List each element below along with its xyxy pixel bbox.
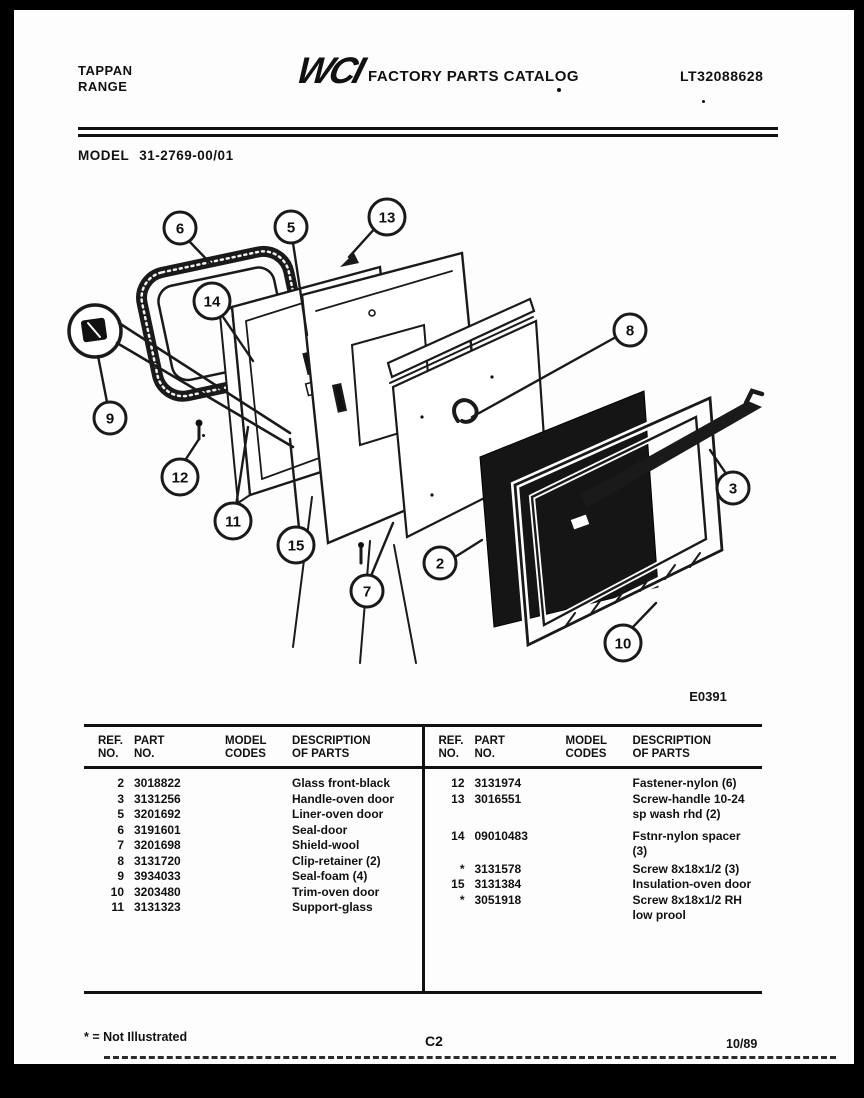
scan-speck	[557, 88, 561, 92]
col-part: PART	[474, 735, 505, 747]
col-desc: DESCRIPTION	[632, 735, 712, 747]
table-row: 9 3934033 Seal-foam (4)	[117, 869, 368, 883]
scan-edge-line	[104, 1056, 836, 1059]
svg-text:10: 10	[614, 635, 632, 653]
model-label: MODEL	[78, 148, 130, 163]
col-codes: MODEL	[565, 735, 608, 747]
not-illustrated-footnote: * = Not Illustrated	[84, 1030, 188, 1044]
page-number: C2	[425, 1033, 443, 1049]
table-body-left	[84, 769, 422, 916]
table-body-right	[425, 769, 763, 924]
col-codes: MODEL	[225, 735, 267, 747]
callout-13	[369, 199, 405, 235]
svg-text:9: 9	[105, 410, 115, 428]
parts-table-right	[425, 727, 763, 991]
col-part: PART	[134, 735, 165, 747]
table-row: 13 3016551 Screw-handle 10-24 sp wash rhd (2)	[451, 791, 745, 821]
scan-speck	[702, 100, 705, 103]
table-row: 8 3131720 Clip-retainer (2)	[117, 853, 381, 868]
svg-text:7: 7	[362, 583, 372, 601]
catalog-title: FACTORY PARTS CATALOG	[368, 68, 580, 85]
col-ref: REF.	[438, 735, 464, 747]
svg-text:12: 12	[171, 469, 189, 487]
table-row: 10 3203480 Trim-oven door	[110, 884, 380, 899]
table-row: 2 3018822 Glass front-black	[117, 776, 391, 790]
callout-6	[164, 212, 196, 244]
table-row: * 3131578 Screw 8x18x1/2 (3)	[459, 861, 740, 876]
svg-text:5: 5	[286, 219, 296, 237]
callout-14	[194, 283, 230, 319]
fastener-screw	[196, 420, 203, 440]
callout-12	[162, 459, 198, 495]
table-row: 12 3131974 Fastener-nylon (6)	[451, 776, 737, 790]
svg-text:13: 13	[378, 209, 396, 227]
page	[14, 10, 854, 1064]
header-rule	[78, 127, 778, 137]
callout-9	[94, 402, 126, 434]
table-header-right: REF. NO. PART NO. MODEL CODES DESCRIPTION OF PARTS	[425, 727, 763, 769]
callout-3	[717, 472, 749, 504]
table-row: * 3051918 Screw 8x18x1/2 RH low prool	[459, 892, 742, 922]
svg-text:14: 14	[203, 293, 221, 311]
parts-table	[84, 724, 762, 994]
diagram-code: E0391	[689, 689, 727, 704]
table-row: 11 3131323 Support-glass	[111, 900, 373, 914]
parts-table-left	[84, 727, 425, 991]
table-row: 6 3191601 Seal-door	[117, 822, 348, 837]
brand-name	[78, 63, 133, 95]
callout-7	[351, 575, 383, 607]
svg-text:6: 6	[175, 220, 185, 238]
svg-text:3: 3	[728, 480, 738, 498]
callout-5	[275, 211, 307, 243]
svg-text:8: 8	[625, 322, 635, 340]
callout-11	[215, 503, 251, 539]
table-row: 14 09010483 Fstnr-nylon spacer (3)	[451, 828, 741, 858]
table-row: 7 3201698 Shield-wool	[117, 838, 360, 852]
table-row: 3 3131256 Handle-oven door	[117, 791, 395, 806]
svg-text:11: 11	[225, 513, 241, 531]
model-number: 31-2769-00/01	[139, 148, 234, 163]
wci-logo: WCI	[292, 50, 367, 91]
table-header-left: REF. NO. PART NO. MODEL CODES DESCRIPTION OF PARTS	[84, 727, 422, 769]
callout-2	[424, 547, 456, 579]
col-ref: REF.	[98, 735, 123, 747]
callout-10	[605, 625, 641, 661]
table-row: 5 3201692 Liner-oven door	[117, 807, 384, 821]
brand-line2: RANGE	[78, 79, 128, 94]
table-row: 15 3131384 Insulation-oven door	[451, 877, 752, 891]
svg-text:15: 15	[287, 537, 305, 555]
exploded-view-diagram	[60, 195, 780, 725]
callout-8	[614, 314, 646, 346]
doc-number: LT32088628	[680, 68, 764, 84]
model-line	[78, 148, 234, 163]
col-desc: DESCRIPTION	[292, 735, 371, 747]
callout-15	[278, 527, 314, 563]
brand-line1: TAPPAN	[78, 63, 133, 78]
svg-text:2: 2	[435, 555, 445, 573]
date-code: 10/89	[726, 1037, 758, 1051]
